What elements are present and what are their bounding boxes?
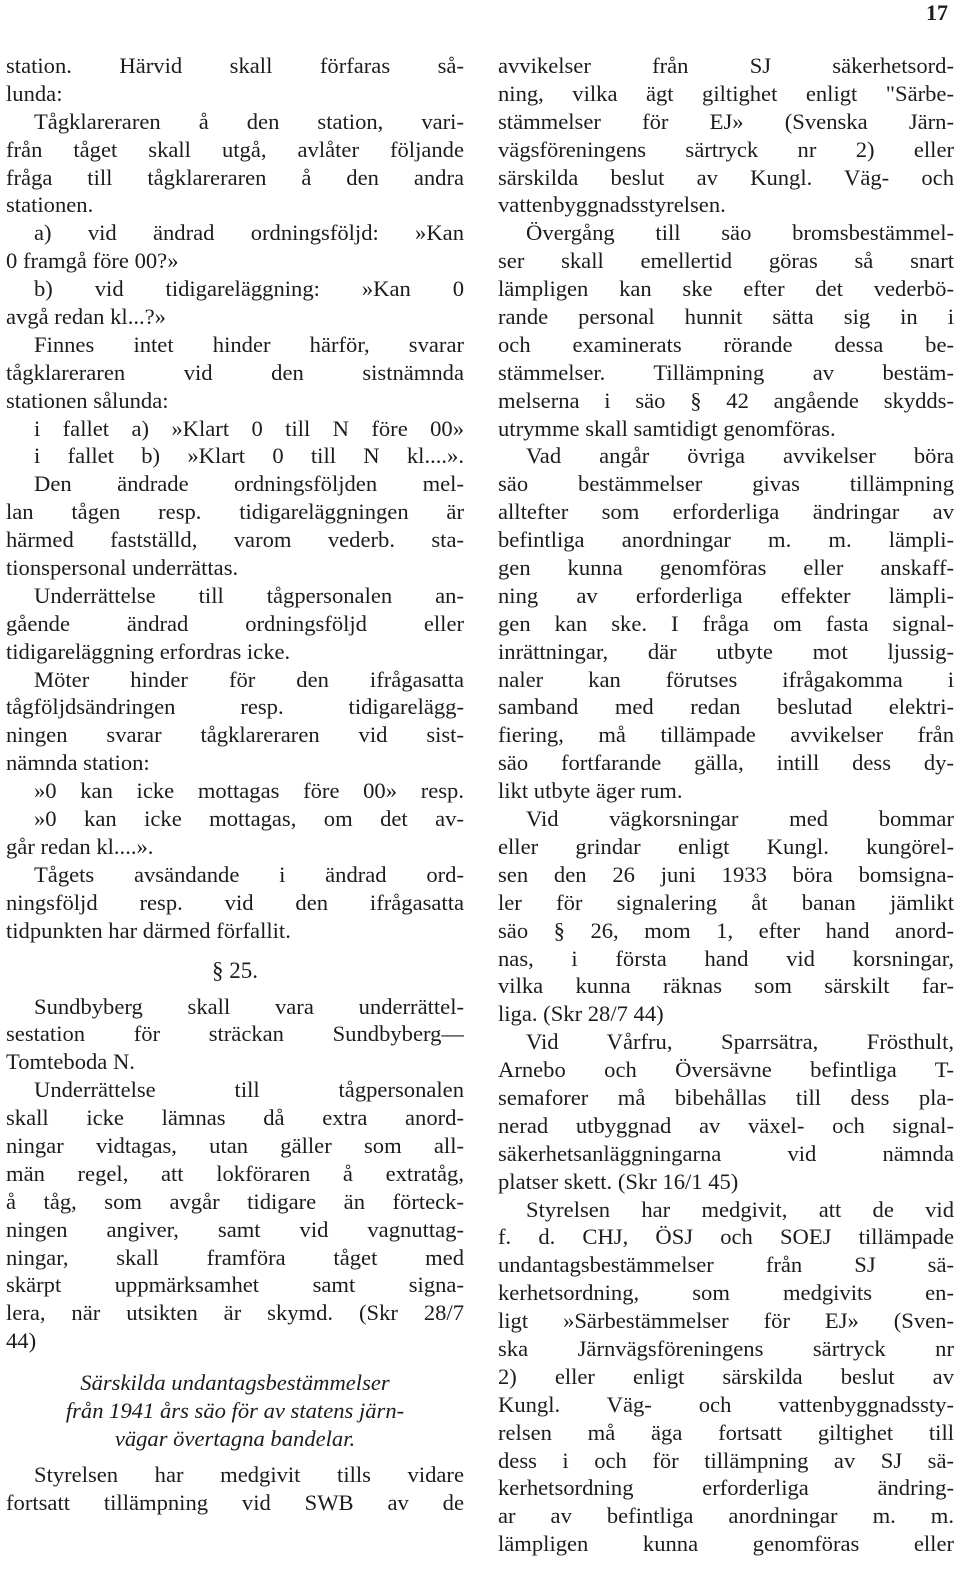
paragraph [6,666,464,778]
reply-paragraph [6,805,464,861]
text-line: liga. (Skr 28/7 44) [498,1001,664,1027]
text-line: gen kunna genomföras eller anskaff- [498,555,954,581]
text-line: rande personal hunnit sätta sig in i [498,304,954,330]
paragraph [498,1028,954,1195]
text-line: säo § 26, mom 1, efter hand anord- [498,917,954,943]
text-line: ningar vidtagas, utan gäller som all- [6,1132,464,1158]
text-line: kerhetsordning, som medgivits en- [498,1280,954,1306]
text-line: säo bestämmelser givas tillämpning [498,471,954,497]
text-line: fråga till tågklareraren å den andra [6,164,464,190]
text-line: eller grindar enligt Kungl. kungörel- [498,833,954,859]
text-line: Vid Vårfru, Sparrsätra, Frösthult, [526,1029,954,1055]
text-line: sen den 26 juni 1933 böra bomsigna- [498,861,954,887]
text-line: Arnebo och Översävne befintliga T- [498,1057,954,1083]
text-line: Tågets avsändande i ändrad ord- [34,861,464,887]
text-line: a) vid ändrad ordningsföljd: »Kan [34,220,464,246]
text-line: gående ändrad ordningsföljd eller [6,610,464,636]
paragraph [6,470,464,582]
text-line: lan tågen resp. tidigareläggningen är [6,499,464,525]
text-line: alltefter som erforderliga ändringar av [498,499,954,525]
text-line: Underrättelse till tågpersonalen [34,1077,464,1103]
text-line: 0 framgå före 00?» [6,248,179,274]
text-line: fiering, må tillämpade avvikelser från [498,722,954,748]
text-line: ler för signalering åt banan jämlikt [498,889,954,915]
text-line: ning, vilka ägt giltighet enligt "Särbe- [498,80,954,106]
list-item-a [6,219,464,275]
text-line: platser skett. (Skr 16/1 45) [498,1168,739,1194]
text-line: lera, när utsikten är skymd. (Skr 28/7 [6,1300,464,1326]
text-line: Underrättelse till tågpersonalen an- [34,582,464,608]
text-line: ningen angiver, samt vid vagnuttag- [6,1216,464,1242]
text-line: gen kan ske. I fråga om fasta signal- [498,610,954,636]
paragraph [6,861,464,945]
paragraph [6,108,464,220]
text-line: Sundbyberg skall vara underrättel- [34,993,464,1019]
text-line: går redan kl....». [6,833,154,859]
text-line: inrättningar, där utbyte mot ljussig- [498,638,954,664]
text-line: f. d. CHJ, ÖSJ och SOEJ tillämpade [498,1224,954,1250]
text-line: naler kan förutses ifrågakomma i [498,666,954,692]
text-line: tidpunkten har därmed förfallit. [6,917,291,943]
text-line: lunda: [6,80,63,106]
text-line: vägar övertagna bandelar. [114,1425,356,1451]
paragraph [6,52,464,108]
text-line: lämpligen kan ske efter det vederbö- [498,276,954,302]
paragraph [498,52,954,219]
text-line: ningsföljd resp. vid den ifrågasatta [6,889,464,915]
paragraph [6,1461,464,1517]
text-line: vägsföreningens särtryck nr 2) eller [498,136,954,162]
text-line: särskilda beslut av Kungl. Väg- och [498,164,954,190]
text-line: härmed fastställd, varom vederb. sta- [6,527,464,553]
section-heading: § 25. [212,957,258,983]
text-line: Styrelsen har medgivit, att de vid [526,1196,954,1222]
text-line: Styrelsen har medgivit tills vidare [34,1461,464,1487]
text-line: Tågklareraren å den station, vari- [34,108,464,134]
text-line: Vid vägkorsningar med bommar [526,806,954,832]
text-line: tågklareraren vid den sistnämnda [6,359,464,385]
text-line: nerad utbyggnad av växel- och signal- [498,1112,954,1138]
paragraph [6,993,464,1077]
text-line: sestation för sträckan Sundbyberg— [6,1021,464,1047]
text-line: b) vid tidigareläggning: »Kan 0 [34,276,464,302]
text-line: 44) [6,1328,37,1354]
text-line: likt utbyte äger rum. [498,778,683,804]
text-line: och examinerats rörande dessa be- [498,331,954,357]
text-line: stämmelser. Tillämpning av bestäm- [498,359,954,385]
text-line: skall icke lämnas då extra anord- [6,1105,464,1131]
text-line: å tåg, som avgår tidigare än förteck- [6,1188,464,1214]
text-line: lämpligen kunna genomföras eller [498,1531,954,1557]
text-line: ning av erforderliga effekter lämpli- [498,582,954,608]
text-line: ska Järnvägsföreningens särtryck nr [498,1335,954,1361]
text-line: relsen må äga fortsatt giltighet till [498,1419,954,1445]
left-column [6,52,464,1517]
paragraph [498,805,954,1028]
paragraph [498,1196,954,1559]
text-line: från tåget skall utgå, avlåter följande [6,136,464,162]
text-line: tågföljdsändringen resp. tidigarelägg- [6,694,464,720]
text-line: stationen. [6,192,94,218]
text-line: män regel, att lokföraren å extratåg, [6,1160,464,1186]
text-line: ningen svarar tågklareraren vid sist- [6,722,464,748]
text-line: Vad angår övriga avvikelser böra [526,443,954,469]
text-line: nämnda station: [6,750,150,776]
text-line: melserna i säo § 42 angående skydds- [498,387,954,413]
text-line: Övergång till säo bromsbestämmel- [526,220,954,246]
text-line: ningar, skall framföra tåget med [6,1244,464,1270]
text-line: Särskilda undantagsbestämmelser [80,1370,390,1396]
text-line: dess i och för tillämpning av SJ sä- [498,1447,954,1473]
paragraph [498,442,954,805]
text-line: ser skall emellertid göras så snart [498,248,954,274]
text-line: vattenbyggnadsstyrelsen. [498,192,726,218]
text-line: Tomteboda N. [6,1049,135,1075]
paragraph [6,582,464,666]
text-line: undantagsbestämmelser från SJ sä- [498,1252,954,1278]
case-b-line: i fallet b) »Klart 0 till N kl....». [34,443,464,469]
text-line: nas, i första hand vid korsningar, [498,945,954,971]
text-line: tionspersonal underrättas. [6,555,239,581]
text-line: tidigareläggning erfordras icke. [6,638,291,664]
text-line: fortsatt tillämpning vid SWB av de [6,1489,464,1515]
right-column [498,52,954,1558]
list-item-b [6,275,464,331]
text-line: ar av befintliga anordningar m. m. [498,1503,954,1529]
text-line: skärpt uppmärksamhet samt signa- [6,1272,464,1298]
text-line: befintliga anordningar m. m. lämpli- [498,527,954,553]
text-line: avvikelser från SJ säkerhetsord- [498,53,954,78]
text-line: 2) eller enligt särskilda beslut av [498,1363,954,1389]
text-line: säo fortfarande gälla, intill dess dy- [498,750,954,776]
text-line: kerhetsordning erforderliga ändring- [498,1475,954,1501]
text-line: stationen sålunda: [6,387,169,413]
paragraph [498,219,954,442]
italic-subheading [6,1369,464,1453]
text-line: från 1941 års säo för av statens järn- [65,1397,405,1423]
paragraph [6,331,464,415]
text-line: avgå redan kl...?» [6,304,166,330]
text-line: Möter hinder för den ifrågasatta [34,666,464,692]
text-line: samband med redan beslutad elektri- [498,694,954,720]
text-line: Den ändrade ordningsföljden mel- [34,471,464,497]
text-line: Finnes intet hinder härför, svarar [34,331,464,357]
text-line: vilka kunna räknas som särskilt far- [498,973,954,999]
text-line: stämmelser för EJ» (Svenska Järn- [498,108,954,134]
text-line: station. Härvid skall förfaras så- [6,53,464,78]
text-line: utrymme skall samtidigt genomföras. [498,415,836,441]
case-a-line: i fallet a) »Klart 0 till N före 00» [34,415,464,441]
reply-line: »0 kan icke mottagas före 00» resp. [34,778,464,804]
paragraph [6,1076,464,1355]
text-line: »0 kan icke mottagas, om det av- [34,806,464,832]
text-line: säkerhetsanläggningarna vid nämnda [498,1140,954,1166]
text-line: semaforer må bibehållas till dess pla- [498,1084,954,1110]
text-line: Kungl. Väg- och vattenbyggnadssty- [498,1391,954,1417]
text-line: ligt »Särbestämmelser för EJ» (Sven- [498,1308,954,1334]
page-number: 17 [926,0,948,25]
